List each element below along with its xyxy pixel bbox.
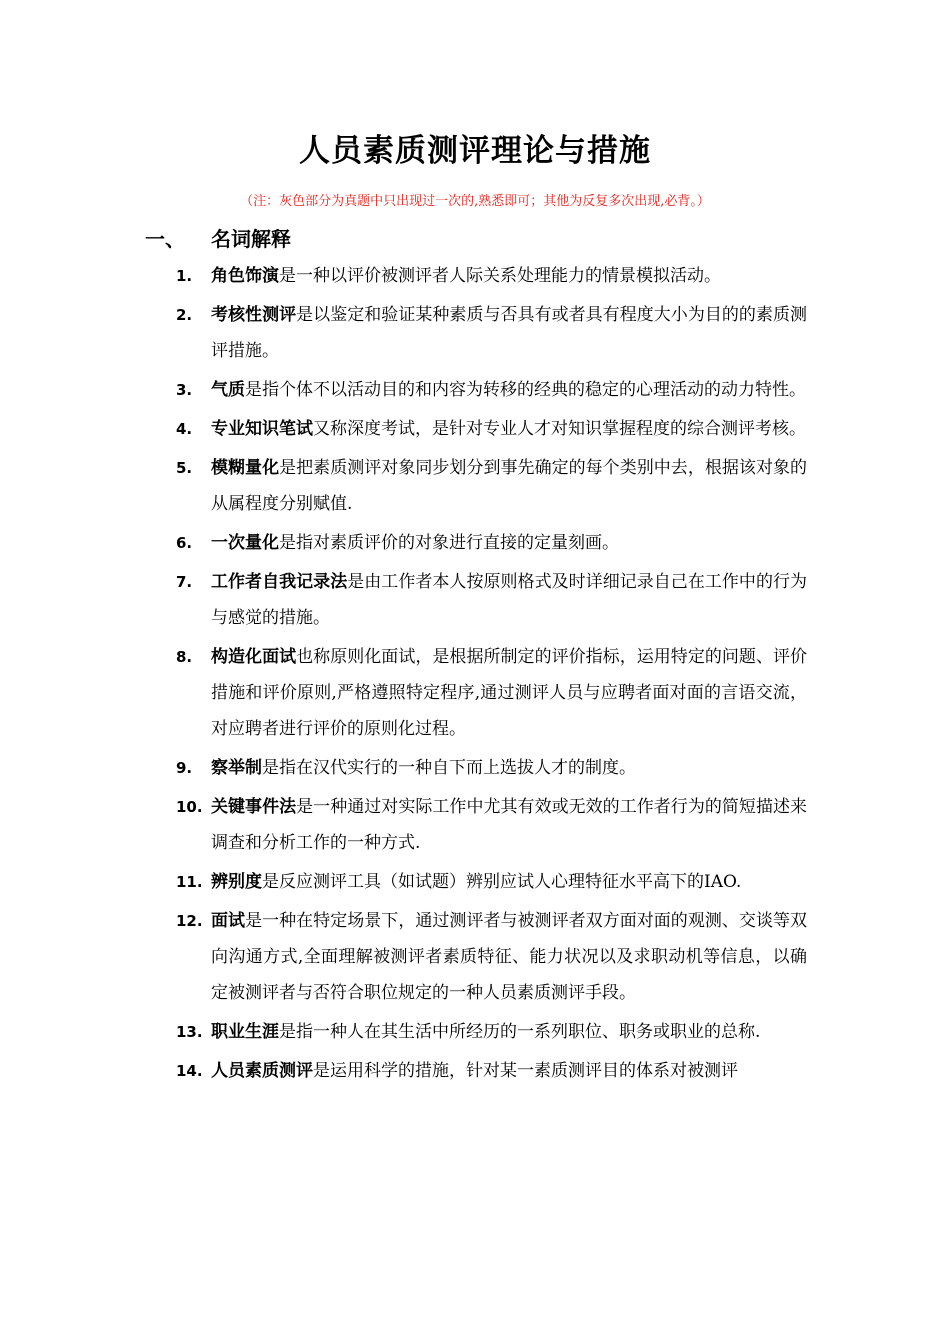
item-number: 10. [176, 798, 203, 816]
item-number: 5. [176, 459, 193, 477]
item-body [211, 789, 807, 861]
item-body [211, 450, 807, 522]
item-number: 1. [176, 267, 193, 285]
list-item [0, 564, 950, 636]
item-definition: 是指个体不以活动目的和内容为转移的经典的稳定的心理活动的动力特性。 [245, 380, 806, 400]
item-number: 11. [176, 873, 203, 891]
item-definition: 是以鉴定和验证某种素质与否具有或者具有程度大小为目的的素质测评措施。 [211, 305, 808, 361]
section-heading [145, 222, 291, 256]
item-body [211, 903, 807, 1011]
list-item [0, 525, 950, 561]
item-definition: 是运用科学的措施，针对某一素质测评目的体系对被测评 [313, 1061, 738, 1081]
item-definition: 是反应测评工具（如试题）辨别应试人心理特征水平高下的IAO. [262, 872, 742, 892]
list-item [0, 450, 950, 522]
item-body [211, 525, 807, 561]
item-term: 构造化面试 [211, 647, 297, 667]
item-term: 关键事件法 [211, 797, 297, 817]
list-item [0, 750, 950, 786]
item-definition: 是一种以评价被测评者人际关系处理能力的情景模拟活动。 [279, 266, 721, 286]
item-term: 工作者自我记录法 [211, 572, 348, 592]
item-term: 职业生涯 [211, 1022, 279, 1042]
list-item [0, 1014, 950, 1050]
item-number: 2. [176, 306, 193, 324]
list-item [0, 789, 950, 861]
item-term: 一次量化 [211, 533, 279, 553]
item-number: 7. [176, 573, 193, 591]
list-item [0, 639, 950, 747]
item-definition: 是指在汉代实行的一种自下而上选拔人才的制度。 [262, 758, 636, 778]
list-item [0, 258, 950, 294]
list-item [0, 297, 950, 369]
item-term: 模糊量化 [211, 458, 280, 478]
item-definition: 是指对素质评价的对象进行直接的定量刻画。 [279, 533, 619, 553]
item-body [211, 1053, 807, 1089]
item-body [211, 1014, 807, 1050]
item-definition: 是由工作者本人按原则格式及时详细记录自己在工作中的行为与感觉的措施。 [211, 572, 808, 628]
item-number: 13. [176, 1023, 203, 1041]
item-number: 9. [176, 759, 193, 777]
item-definition: 是把素质测评对象同步划分到事先确定的每个类别中去，根据该对象的从属程度分别赋值. [211, 458, 808, 514]
item-term: 专业知识笔试 [211, 419, 313, 439]
item-term: 辨别度 [211, 872, 262, 892]
item-body [211, 639, 807, 747]
item-number: 4. [176, 420, 193, 438]
item-definition: 是一种在特定场景下，通过测评者与被测评者双方面对面的观测、交谈等双向沟通方式,全面理解被测评者素质特征、能力状况以及求职动机等信息，以确定被测评者与否符合职位规定的一种人员素质测评手段。 [211, 911, 808, 1003]
item-term: 面试 [211, 911, 246, 931]
item-body [211, 564, 807, 636]
section-number: 一、 [145, 227, 185, 251]
item-body [211, 750, 807, 786]
item-body [211, 864, 807, 900]
item-number: 12. [176, 912, 203, 930]
item-term: 气质 [211, 380, 245, 400]
item-definition: 又称深度考试，是针对专业人才对知识掌握程度的综合测评考核。 [313, 419, 806, 439]
item-number: 14. [176, 1062, 203, 1080]
item-body [211, 258, 807, 294]
list-item [0, 903, 950, 1011]
list-item [0, 1053, 950, 1089]
item-term: 察举制 [211, 758, 262, 778]
page-title: 人员素质测评理论与措施 [299, 133, 651, 169]
item-term: 人员素质测评 [211, 1061, 313, 1081]
item-term: 考核性测评 [211, 305, 297, 325]
item-number: 8. [176, 648, 193, 666]
item-number: 3. [176, 381, 193, 399]
term-list [0, 258, 950, 1092]
section-title: 名词解释 [211, 227, 291, 251]
item-term: 角色饰演 [211, 266, 279, 286]
item-body [211, 372, 807, 408]
red-note: （注：灰色部分为真题中只出现过一次的,熟悉即可；其他为反复多次出现,必背。） [240, 194, 710, 209]
item-definition: 是指一种人在其生活中所经历的一系列职位、职务或职业的总称. [279, 1022, 761, 1042]
item-body [211, 297, 807, 369]
list-item [0, 372, 950, 408]
item-definition: 是一种通过对实际工作中尤其有效或无效的工作者行为的简短描述来调查和分析工作的一种方式. [211, 797, 808, 853]
item-number: 6. [176, 534, 193, 552]
list-item [0, 411, 950, 447]
item-definition: 也称原则化面试，是根据所制定的评价指标，运用特定的问题、评价措施和评价原则,严格遵照特定程序,通过测评人员与应聘者面对面的言语交流，对应聘者进行评价的原则化过程。 [211, 647, 808, 739]
list-item [0, 864, 950, 900]
item-body [211, 411, 807, 447]
